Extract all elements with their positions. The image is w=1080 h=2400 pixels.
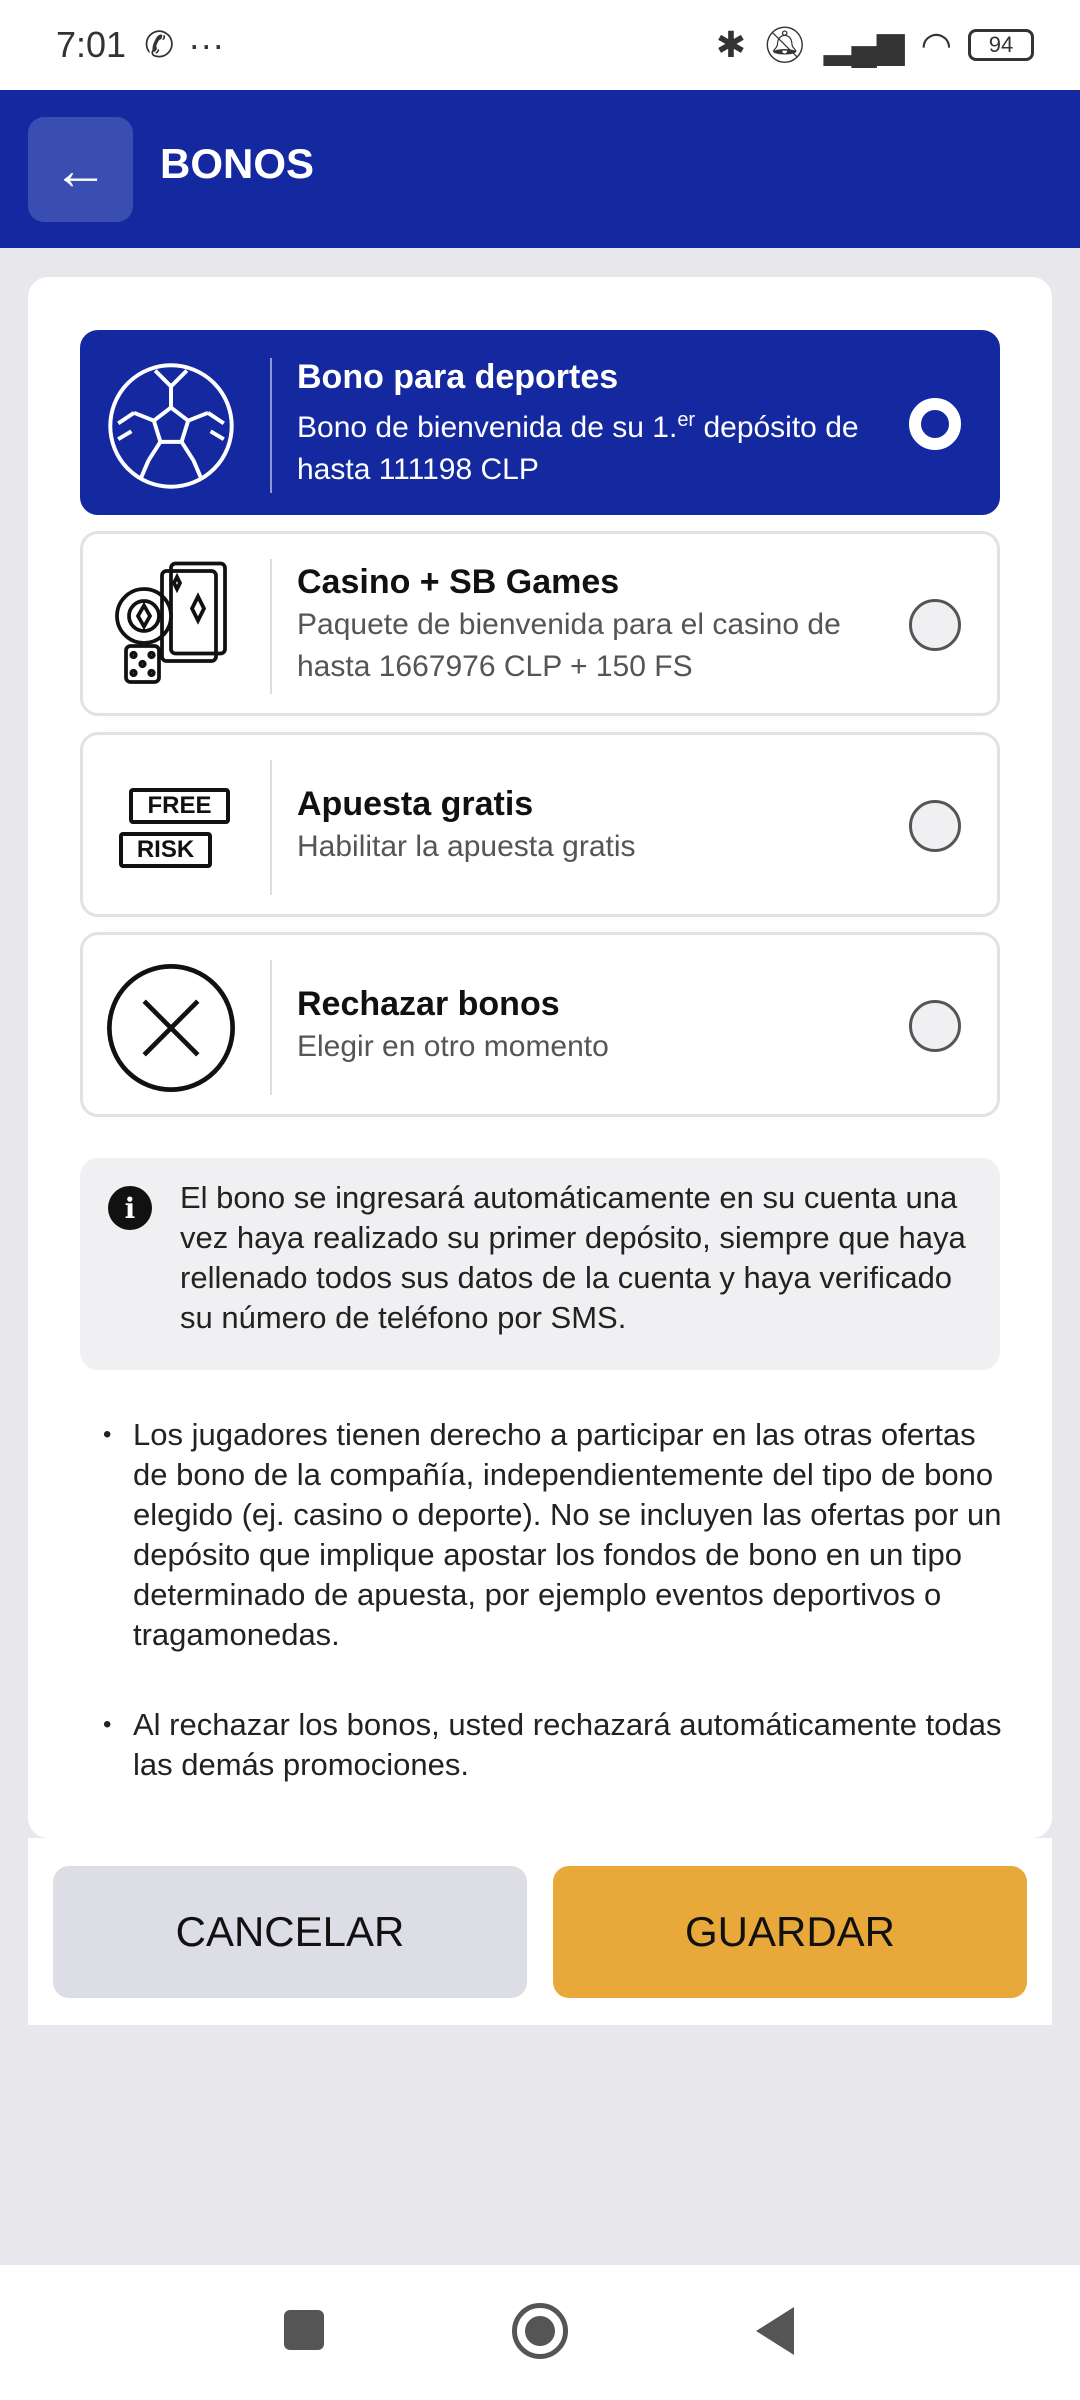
divider (270, 358, 272, 493)
whatsapp-icon: ✆ (144, 24, 175, 65)
option-free-bet[interactable] (80, 732, 1000, 917)
option-sports-bonus[interactable] (80, 330, 1000, 515)
back-nav-button[interactable] (756, 2307, 794, 2355)
info-text: El bono se ingresará automáticamente en su cuenta una vez haya realizado su primer depósito, siempre que haya rellenado todos sus datos de la cuenta y haya verificado su número de teléfono por SMS. (180, 1180, 966, 1335)
option-title: Rechazar bonos (297, 984, 560, 1023)
option-title: Apuesta gratis (297, 784, 534, 823)
radio-unselected[interactable] (909, 800, 961, 852)
radio-selected[interactable] (909, 398, 961, 450)
more-icon: ··· (188, 24, 225, 65)
bullet-item: • Los jugadores tienen derecho a participar en las otras ofertas de bono de la compañía, independientemente del tipo de bono elegido (ej. casino o deporte). No se incluyen las ofertas por un depósito que implique apostar los fondos de bono en un tipo determinado de apuesta, por ejemplo eventos deportivos o tragamonedas. (103, 1417, 1002, 1652)
radio-unselected[interactable] (909, 1000, 961, 1052)
option-casino[interactable] (80, 531, 1000, 716)
bonus-card (28, 277, 1052, 1838)
battery-icon: 94 (968, 29, 1034, 61)
option-reject-bonus[interactable] (80, 932, 1000, 1117)
option-subtitle: Elegir en otro momento (297, 1029, 609, 1063)
wifi-icon: ◠ (920, 24, 952, 65)
info-icon: i (108, 1186, 152, 1230)
arrow-left-icon: ← (52, 138, 109, 201)
bullet-dot: • (103, 1421, 112, 1448)
radio-unselected[interactable] (909, 599, 961, 651)
save-button[interactable]: GUARDAR (553, 1866, 1027, 1998)
home-button[interactable] (512, 2303, 568, 2359)
risk-label: RISK (119, 832, 212, 868)
page-title: BONOS (160, 140, 315, 187)
cancel-button[interactable]: CANCELAR (53, 1866, 527, 1998)
bullet-dot: • (103, 1711, 112, 1738)
option-title: Casino + SB Games (297, 562, 620, 601)
free-label: FREE (129, 788, 229, 824)
clock: 7:01 (56, 24, 127, 65)
close-circle-icon (103, 960, 238, 1095)
system-nav-bar (0, 2265, 1080, 2400)
divider (270, 760, 272, 895)
action-bar (28, 1838, 1052, 2025)
option-subtitle: Bono de bienvenida de su 1.$^{er}$ depósito de hasta 111198 CLP (297, 408, 859, 486)
app-header (0, 90, 1080, 248)
info-box (80, 1158, 1000, 1370)
soccer-ball-icon (103, 358, 238, 493)
option-title: Bono para deportes (297, 357, 619, 396)
option-subtitle: Habilitar la apuesta gratis (297, 829, 636, 863)
back-button[interactable] (28, 117, 133, 222)
bluetooth-icon: ✱ (715, 24, 746, 65)
divider (270, 559, 272, 694)
bullet-item: • Al rechazar los bonos, usted rechazará automáticamente todas las demás promociones. (103, 1707, 1002, 1782)
signal-icon: ▂▄▆ (823, 24, 905, 65)
recents-button[interactable] (284, 2310, 324, 2350)
free-risk-icon (103, 760, 238, 895)
casino-cards-chips-icon (103, 559, 238, 694)
status-bar (0, 0, 1080, 90)
option-subtitle: Paquete de bienvenida para el casino de hasta 1667976 CLP + 150 FS (297, 607, 841, 683)
divider (270, 960, 272, 1095)
muted-bell-icon: 🔕︎ (761, 24, 808, 65)
